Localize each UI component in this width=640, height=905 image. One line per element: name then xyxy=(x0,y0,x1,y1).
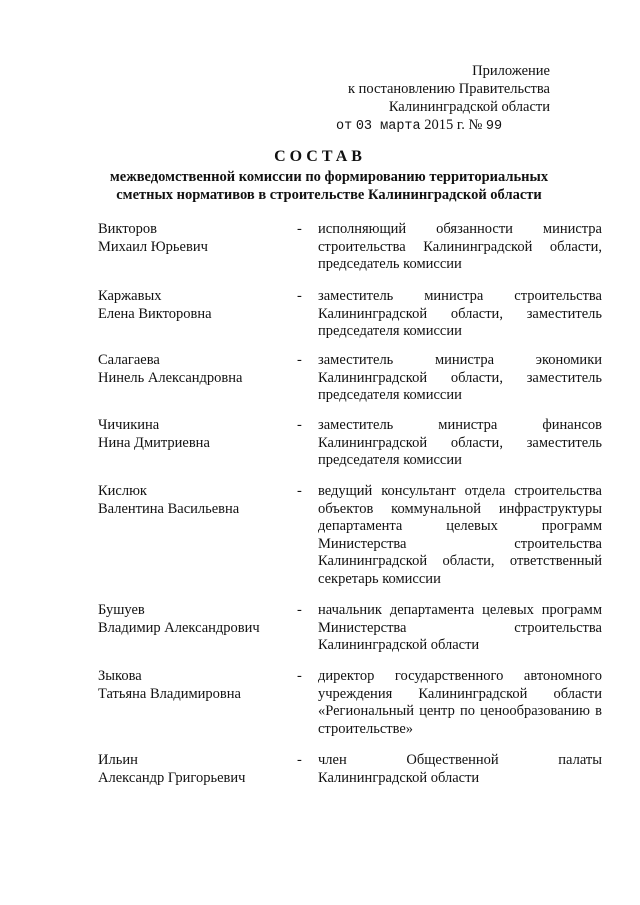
member-surname: Зыкова xyxy=(98,668,142,684)
member-surname: Ильин xyxy=(98,752,138,768)
member-role: начальник департамента целевых программ Министерства строительства Калининградской области xyxy=(318,602,602,653)
member-surname: Викторов xyxy=(98,221,158,237)
member-surname: Каржавых xyxy=(98,288,162,304)
member-given-name: Татьяна Владимировна xyxy=(98,685,241,702)
appendix-line: к постановлению Правительства xyxy=(348,81,550,97)
member-role: заместитель министра экономики Калининградской области, заместитель председателя комиссии xyxy=(318,352,602,403)
appendix-line: Калининградской области xyxy=(388,99,550,115)
separator-dash: - xyxy=(297,352,302,368)
member-surname: Чичикина xyxy=(98,417,160,433)
separator-dash: - xyxy=(297,668,302,684)
appendix-line: Приложение xyxy=(472,63,550,79)
date-prefix: от xyxy=(336,119,353,134)
separator-dash: - xyxy=(297,288,302,304)
member-role: заместитель министра строительства Калининградской области, заместитель председателя комиссии xyxy=(318,288,602,339)
member-given-name: Владимир Александрович xyxy=(98,619,260,636)
member-role: ведущий консультант отдела строительства объектов коммунальной инфраструктуры департамента целевых программ Министерства строительства Калининградской области, ответственный секретарь комиссии xyxy=(318,483,602,587)
member-name xyxy=(98,668,288,703)
separator-dash: - xyxy=(297,483,302,499)
member-surname: Салагаева xyxy=(98,352,160,368)
year-text: 2015 г. № xyxy=(424,117,483,133)
decree-date-line xyxy=(336,117,502,134)
member-role: исполняющий обязанности министра строительства Калининградской области, председатель комиссии xyxy=(318,221,602,272)
member-name xyxy=(98,602,288,637)
member-role: директор государственного автономного учреждения Калининградской области «Региональный центр по ценообразованию в строительстве» xyxy=(318,668,602,737)
member-name xyxy=(98,221,288,256)
separator-dash: - xyxy=(297,221,302,237)
member-name xyxy=(98,483,288,518)
member-surname: Бушуев xyxy=(98,602,145,618)
decree-number: 99 xyxy=(485,119,503,134)
member-name xyxy=(98,352,288,387)
appendix-block xyxy=(330,62,550,116)
member-given-name: Нина Дмитриевна xyxy=(98,434,210,451)
member-surname: Кислюк xyxy=(98,483,147,499)
member-name xyxy=(98,288,288,323)
separator-dash: - xyxy=(297,602,302,618)
document-title: СОСТАВ xyxy=(274,148,366,165)
separator-dash: - xyxy=(297,752,302,768)
member-name xyxy=(98,752,288,787)
date-stamp: 03 марта xyxy=(355,119,421,134)
member-given-name: Валентина Васильевна xyxy=(98,500,240,517)
member-given-name: Нинель Александровна xyxy=(98,369,243,386)
member-name xyxy=(98,417,288,452)
member-given-name: Александр Григорьевич xyxy=(98,769,246,786)
member-given-name: Михаил Юрьевич xyxy=(98,238,208,255)
member-role: заместитель министра финансов Калининградской области, заместитель председателя комиссии xyxy=(318,417,602,468)
document-subtitle: межведомственной комиссии по формированию территориальных сметных нормативов в строительстве Калининградской области xyxy=(109,169,549,203)
member-given-name: Елена Викторовна xyxy=(98,305,212,322)
member-role: член Общественной палаты Калининградской области xyxy=(318,752,602,786)
separator-dash: - xyxy=(297,417,302,433)
